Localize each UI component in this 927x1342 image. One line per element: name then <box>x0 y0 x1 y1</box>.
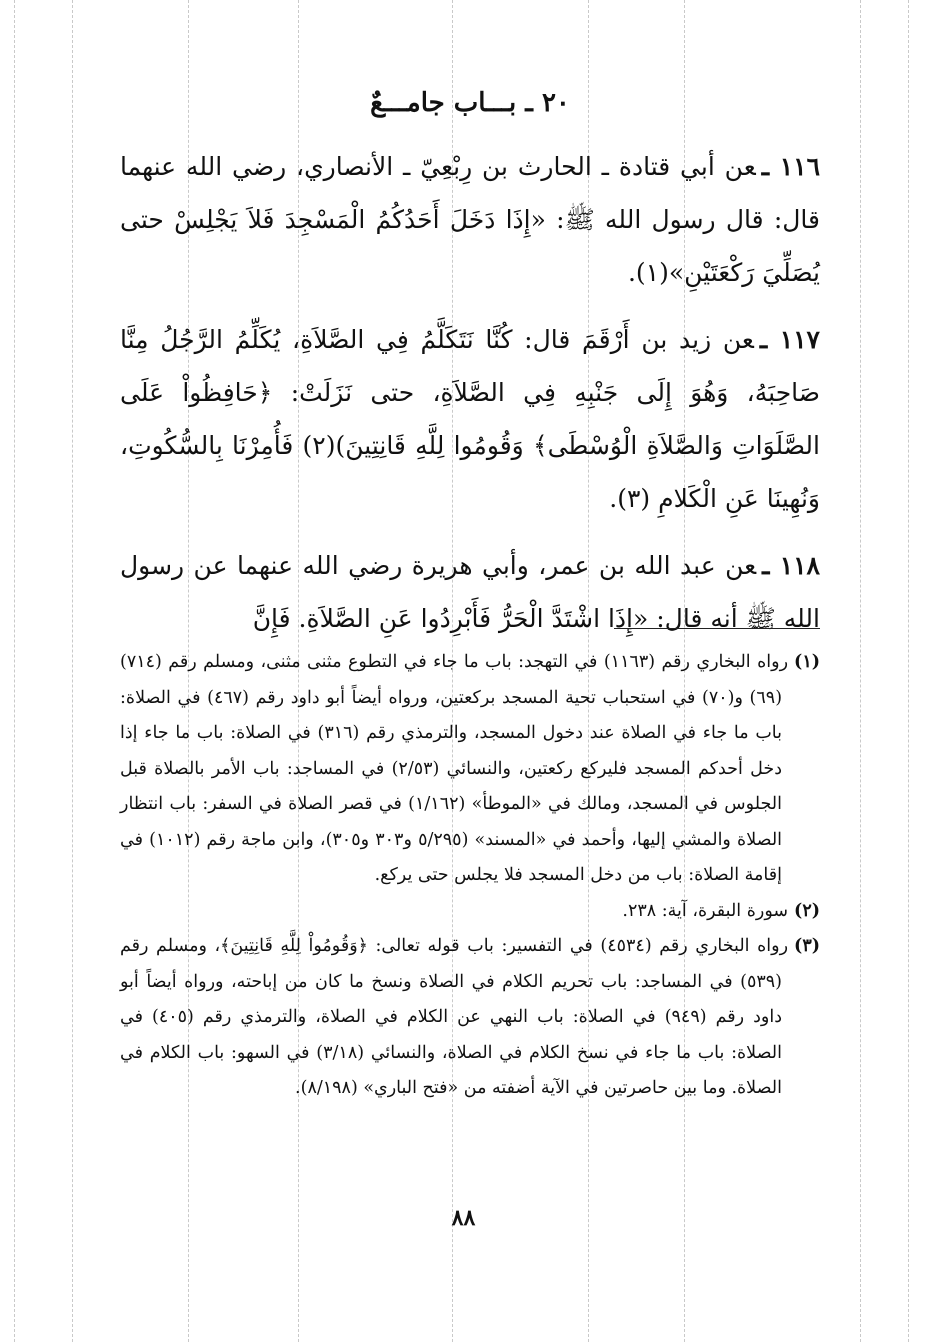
hadith-number: ١١٦ ـ <box>761 152 821 181</box>
page-body <box>120 80 820 659</box>
page-number: ٨٨ <box>451 1205 476 1231</box>
footnote-text: رواه البخاري رقم (٤٥٣٤) في التفسير: باب قوله تعالى: ﴿وَقُومُواْ لِلَّهِ قَانِتِينَ﴾، ومسلم رقم (٥٣٩) في المساجد: باب تحريم الكلام في الصلاة ونسخ ما كان من إباحته، ورواه أيضاً أبو داود رقم (٩٤٩) في الصلاة: باب النهي عن الكلام في الصلاة، والترمذي رقم (٤٠٥) في الصلاة: باب ما جاء في نسخ الكلام في الصلاة، والنسائي (٣/١٨) في السهو: باب الكلام في الصلاة. وما بين حاصرتين في الآية أضفته من «فتح الباري» (٨/١٩٨). <box>120 936 789 1098</box>
footnote-3 <box>120 929 820 1107</box>
footnote-divider <box>614 628 820 629</box>
footnote-2 <box>120 894 820 930</box>
hadith-118 <box>120 539 820 645</box>
guide-line <box>14 0 15 1342</box>
guide-line <box>72 0 73 1342</box>
chapter-title: ٢٠ ـ بـــاب جامـــعٌ <box>370 88 570 118</box>
hadith-number: ١١٧ ـ <box>759 325 820 354</box>
footnote-text: رواه البخاري رقم (١١٦٣) في التهجد: باب ما جاء في التطوع مثنى مثنى، ومسلم رقم (٧١٤) (٦٩) و(٧٠) في استحباب تحية المسجد بركعتين، ورواه أيضاً أبو داود رقم (٤٦٧) في الصلاة: باب ما جاء في الصلاة عند دخول المسجد، والترمذي رقم (٣١٦) في الصلاة: باب ما جاء إذا دخل أحدكم المسجد فليركع ركعتين، والنسائي (٢/٥٣) في المساجد: باب الأمر بالصلاة قبل الجلوس في المسجد، ومالك في «الموطأ» (١/١٦٢) في قصر الصلاة في السفر: باب انتظار الصلاة والمشي إليها، وأحمد في «المسند» (٥/٢٩٥ و٣٠٣ و٣٠٥)، وابن ماجة رقم (١٠١٢) في إقامة الصلاة: باب من دخل المسجد فلا يجلس حتى يركع. <box>120 652 789 885</box>
hadith-text: عن عبد الله بن عمر، وأبي هريرة رضي الله عنهما عن رسول الله ﷺ أنه قال: «إِذَا اشْتَدَّ الْحَرُّ فَأَبْرِدُوا عَنِ الصَّلاَةِ. فَإِنَّ <box>120 551 820 633</box>
hadith-text: عن زيد بن أَرْقَمَ قال: كُنَّا نَتَكَلَّمُ فِي الصَّلاَةِ، يُكَلِّمُ الرَّجُلُ مِنَّا صَاحِبَهُ، وَهُوَ إِلَى جَنْبِهِ فِي الصَّلاَةِ، حتى نَزَلَتْ: ﴿حَافِظُواْ عَلَى الصَّلَوَاتِ وَالصَّلاَةِ الْوُسْطَى﴾ وَقُومُوا لِلَّهِ قَانِتِينَ)(٢) فَأُمِرْنَا بِالسُّكُوتِ، وَنُهِينَا عَنِ الْكَلامِ (٣). <box>120 325 820 513</box>
footnote-text: سورة البقرة، آية: ٢٣٨. <box>622 900 789 921</box>
hadith-116 <box>120 140 820 299</box>
footnote-number: (٣) <box>794 936 820 956</box>
footnote-number: (١) <box>794 652 820 672</box>
footnotes <box>120 645 820 1107</box>
hadith-text: عن أبي قتادة ـ الحارث بن رِبْعِيّ ـ الأنصاري، رضي الله عنهما قال: قال رسول الله ﷺ: «إِذَا دَخَلَ أَحَدُكُمُ الْمَسْجِدَ فَلاَ يَجْلِسْ حتى يُصَلِّيَ رَكْعَتَيْنِ»(١). <box>120 152 820 287</box>
guide-line <box>908 0 909 1342</box>
guide-line <box>860 0 861 1342</box>
footnote-1 <box>120 645 820 894</box>
hadith-117 <box>120 313 820 525</box>
hadith-number: ١١٨ ـ <box>762 551 820 580</box>
footnote-number: (٢) <box>794 900 820 921</box>
